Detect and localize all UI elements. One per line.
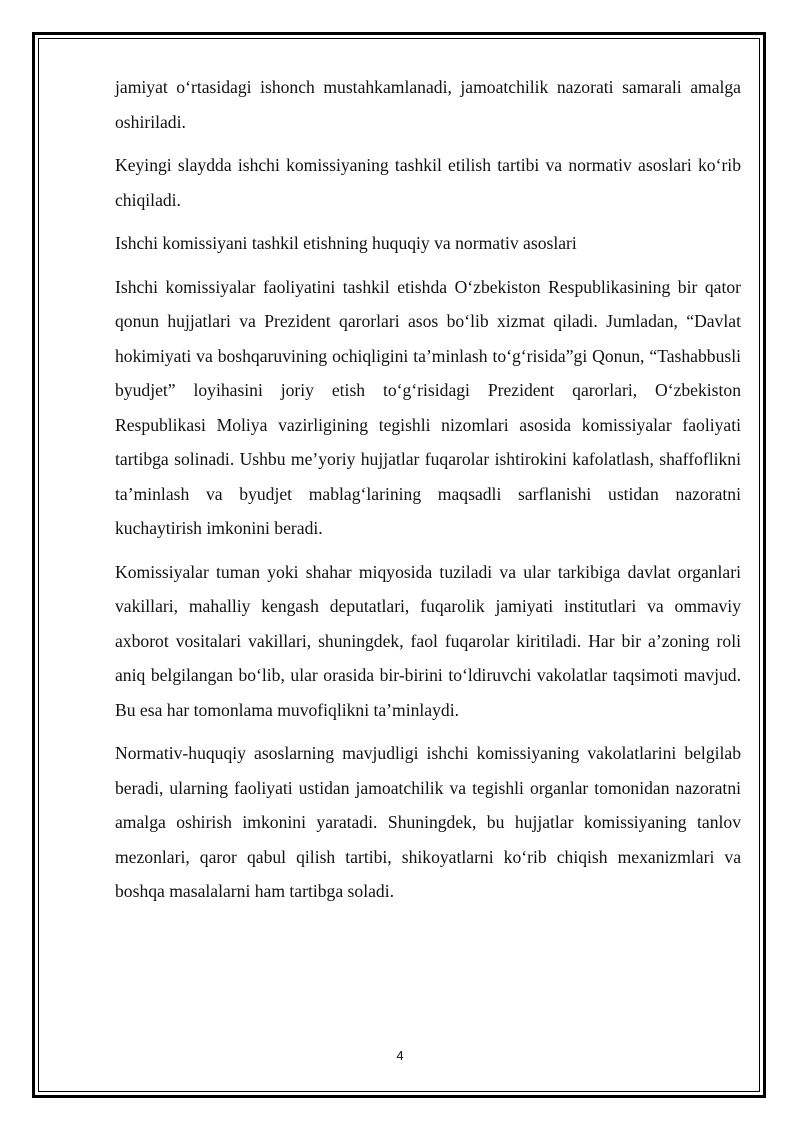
paragraph: Keyingi slaydda ishchi komissiyaning tashkil etilish tartibi va normativ asoslari ko‘rib chiqiladi. [115, 155, 741, 210]
page-number: 4 [396, 1048, 404, 1063]
paragraph: Normativ-huquqiy asoslarning mavjudligi ishchi komissiyaning vakolatlarini belgilab beradi, ularning faoliyati ustidan jamoatchilik va tegishli organlar tomonidan nazoratni amalga oshirish imkonini yaratadi. Shuningdek, bu hujjatlar komissiyaning tanlov mezonlari, qaror qabul qilish tartibi, shikoyatlarni ko‘rib chiqish mexanizmlari va boshqa masalalarni ham tartibga soladi. [115, 743, 741, 901]
paragraph: Komissiyalar tuman yoki shahar miqyosida tuziladi va ular tarkibiga davlat organlari vakillari, mahalliy kengash deputatlari, fuqarolik jamiyati institutlari va ommaviy axborot vositalari vakillari, shuningdek, faol fuqarolar kiritiladi. Har bir a’zoning roli aniq belgilangan bo‘lib, ular orasida bir-birini to‘ldiruvchi vakolatlar taqsimoti mavjud. Bu esa har tomonlama muvofiqlikni ta’minlaydi. [115, 561, 741, 720]
paragraph: Ishchi komissiyalar faoliyatini tashkil etishda O‘zbekiston Respublikasining bir qator qonun hujjatlari va Prezident qarorlari asos bo‘lib xizmat qiladi. Jumladan, “Davlat hokimiyati va boshqaruvining ochiqligini ta’minlash to‘g‘risida”gi Qonun, “Tashabbusli byudjet” loyihasini joriy etish to‘g‘risidagi Prezident qarorlari, O‘zbekiston Respublikasi Moliya vazirligining tegishli nizomlari asosida komissiyalar faoliyati tartibga solinadi. Ushbu me’yoriy hujjatlar fuqarolar ishtirokini kafolatlash, shaffoflikni ta’minlash va byudjet mablag‘larining maqsadli sarflanishi ustidan nazoratni kuchaytirish imkonini beradi. [115, 276, 741, 538]
section-heading: Ishchi komissiyani tashkil etishning huquqiy va normativ asoslari [115, 233, 577, 253]
document-body [115, 70, 741, 918]
paragraph: jamiyat o‘rtasidagi ishonch mustahkamlanadi, jamoatchilik nazorati samarali amalga oshiriladi. [115, 77, 741, 132]
